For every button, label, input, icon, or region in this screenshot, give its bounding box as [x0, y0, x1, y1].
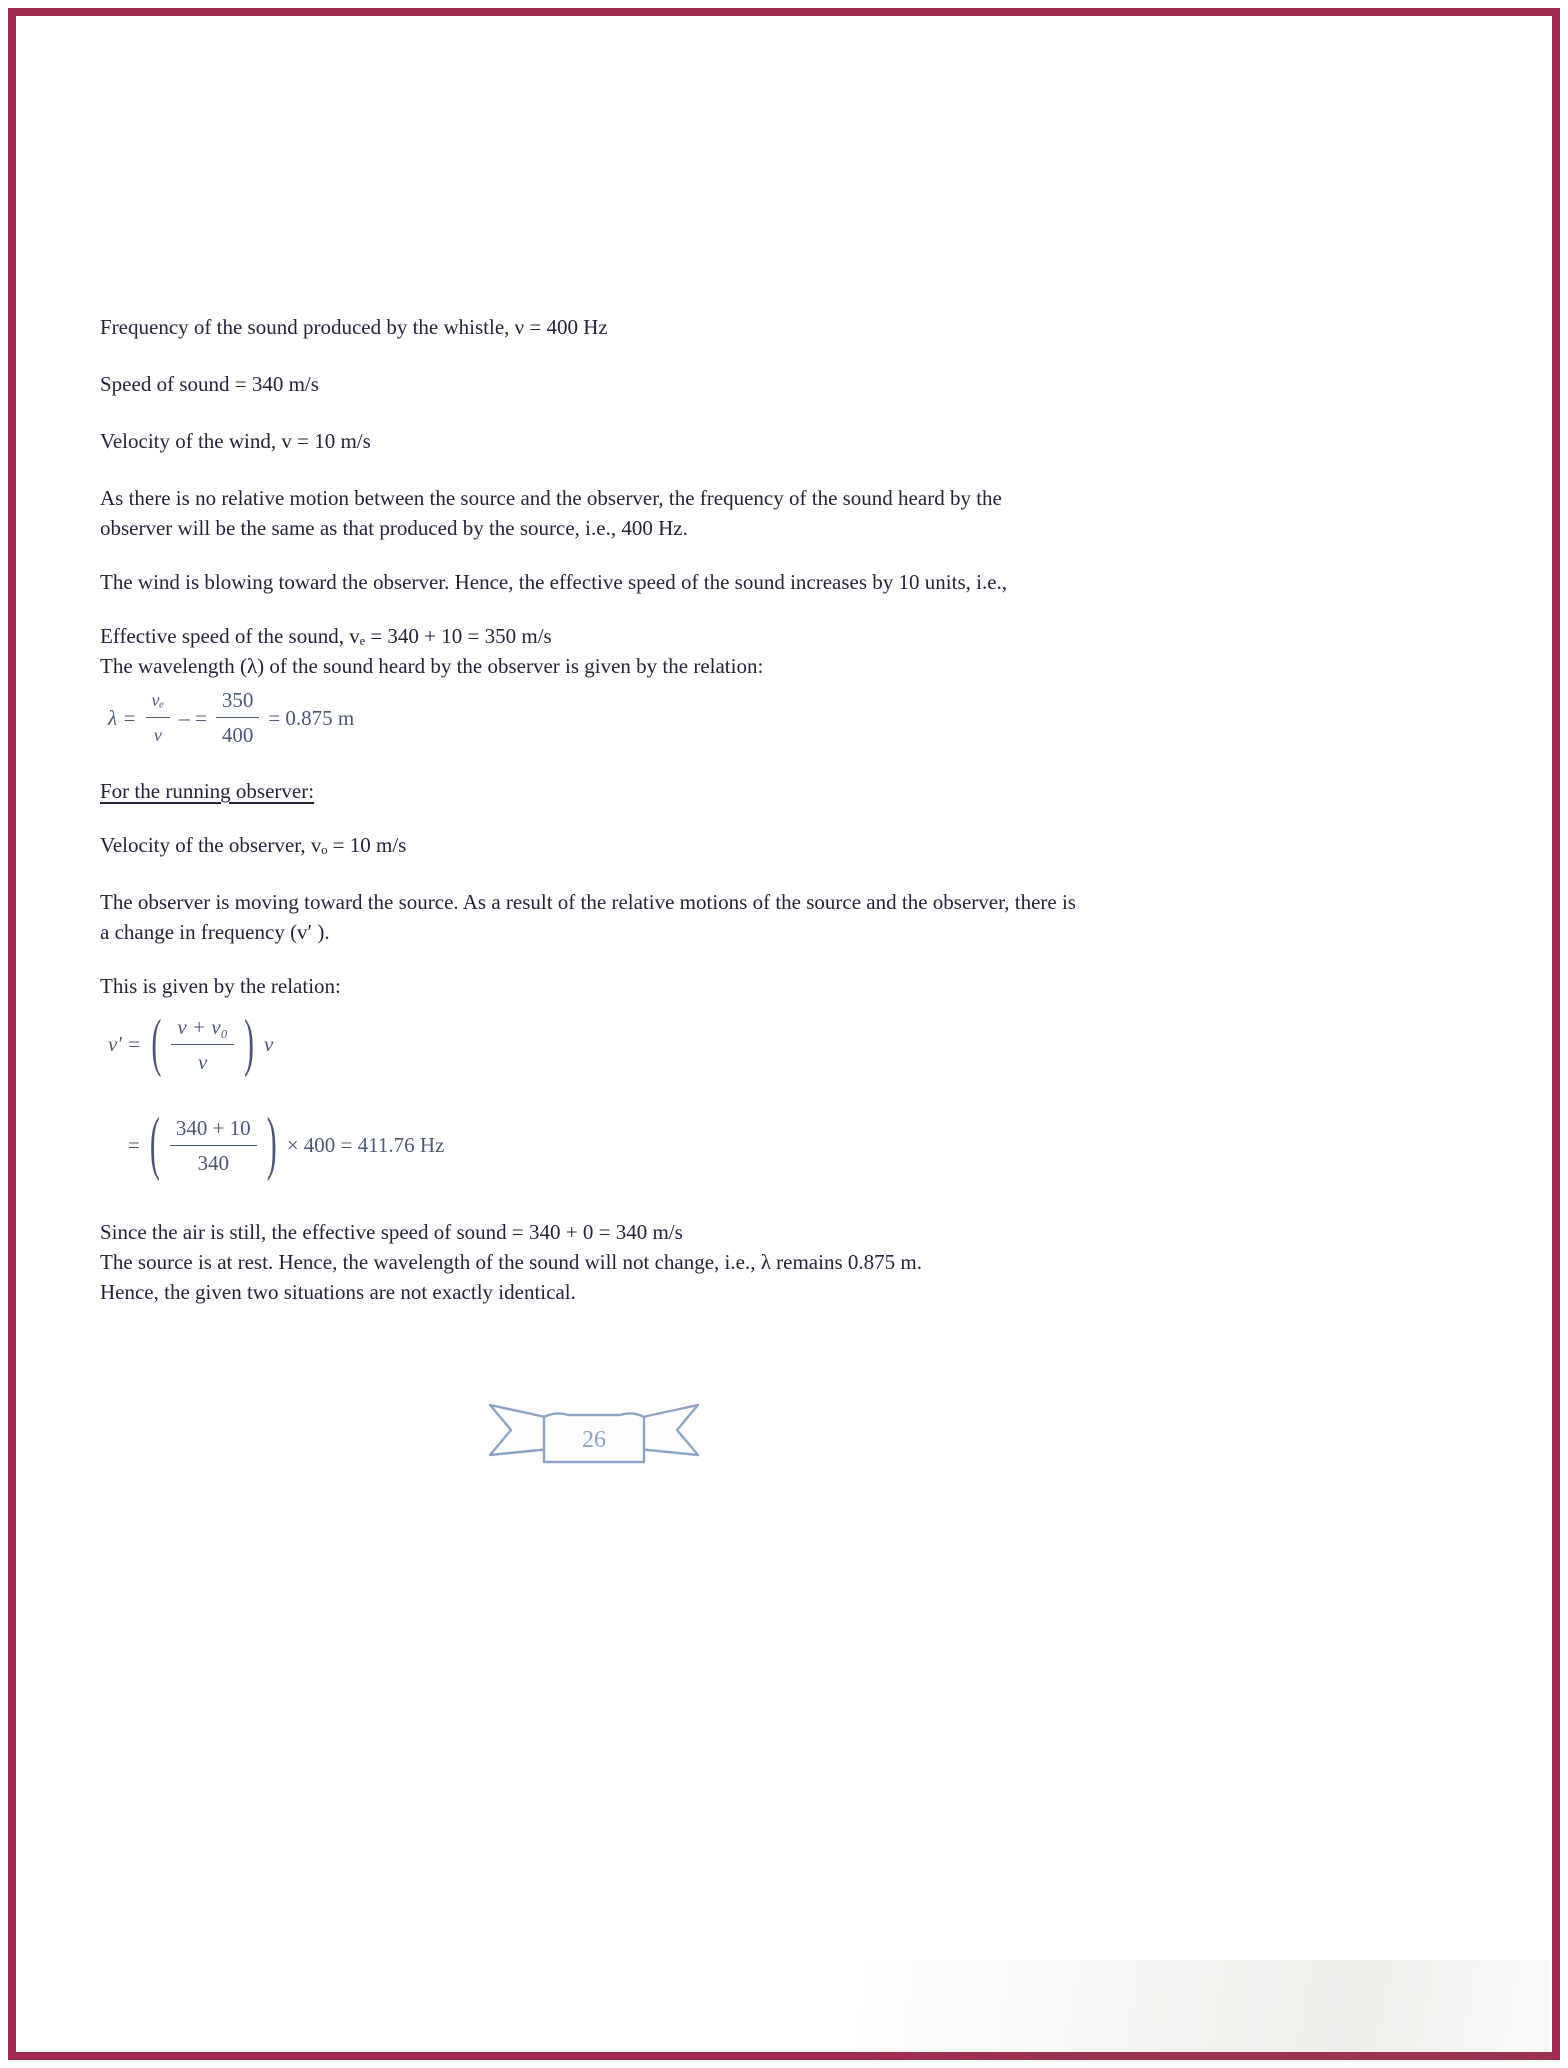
line-not-identical: Hence, the given two situations are not exactly identical. — [100, 1280, 576, 1304]
close-paren: ) — [243, 1007, 254, 1079]
paragraph-speed-of-sound: Speed of sound = 340 m/s — [100, 372, 319, 396]
fraction-350-over-400 — [216, 685, 260, 750]
fraction-numerator: vₑ — [146, 685, 171, 718]
paragraph-relation-intro: This is given by the relation: — [100, 974, 341, 998]
formula-vprime — [108, 1009, 1078, 1079]
fraction-denominator: 400 — [221, 723, 254, 747]
fraction-numerator: 340 + 10 — [170, 1113, 257, 1146]
fraction-ve-over-v — [146, 685, 171, 750]
scan-artifact — [560, 1960, 1550, 2060]
paragraph-frequency: Frequency of the sound produced by the whistle, ν = 400 Hz — [100, 315, 608, 339]
open-paren: ( — [151, 1007, 162, 1079]
close-paren: ) — [266, 1105, 277, 1183]
paragraph-observer-velocity: Velocity of the observer, vₒ = 10 m/s — [100, 833, 407, 857]
line-still-air: Since the air is still, the effective speed of sound = 340 + 0 = 340 m/s — [100, 1220, 683, 1244]
fraction-numerator: 350 — [216, 685, 260, 718]
formula-lambda-lhs: λ = — [108, 705, 137, 730]
formula-vprime-multiplier: v — [263, 1032, 274, 1056]
line-wavelength-relation: The wavelength (λ) of the sound heard by the observer is given by the relation: — [100, 654, 764, 678]
formula-result — [128, 1107, 1078, 1183]
fraction-340plus10-over-340 — [170, 1113, 257, 1178]
paragraph-wind-blowing: The wind is blowing toward the observer. Hence, the effective speed of the sound increases by 10 units, i.e., — [100, 570, 1008, 594]
fraction-v-plus-v0-over-v — [171, 1012, 234, 1077]
formula-result-rhs: × 400 = 411.76 Hz — [286, 1133, 445, 1157]
fraction-denominator: v — [153, 725, 162, 745]
section-heading-running-observer: For the running observer: — [100, 779, 315, 803]
page-number: 26 — [582, 1427, 606, 1453]
paragraph-no-relative-motion: As there is no relative motion between the source and the observer, the frequency of the sound heard by the observer will be the same as that produced by the source, i.e., 400 Hz. — [100, 486, 1002, 540]
paragraph-conclusion-group — [100, 1217, 1078, 1307]
fraction-denominator: v — [197, 1049, 208, 1074]
paragraph-wind-velocity: Velocity of the wind, v = 10 m/s — [100, 429, 371, 453]
paragraph-effective-speed-group — [100, 621, 1078, 681]
formula-lambda-mid: – = — [179, 705, 207, 730]
ribbon-graphic — [486, 1402, 702, 1468]
formula-result-lhs: = — [128, 1133, 140, 1157]
open-paren: ( — [149, 1105, 160, 1183]
formula-vprime-lhs: v′ = — [108, 1032, 142, 1056]
ribbon-left-wing — [490, 1405, 550, 1455]
line-source-at-rest: The source is at rest. Hence, the wavelength of the sound will not change, i.e., λ remains 0.875 m. — [100, 1250, 922, 1274]
page-number-ribbon — [486, 1402, 702, 1468]
formula-wavelength — [108, 685, 1078, 750]
paragraph-observer-moving: The observer is moving toward the source. As a result of the relative motions of the source and the observer, there is a change in frequency (v′ ). — [100, 890, 1076, 944]
formula-lambda-result: = 0.875 m — [268, 705, 355, 730]
fraction-numerator: v + v₀ — [171, 1012, 234, 1045]
content-column — [100, 312, 1078, 1307]
fraction-denominator: 340 — [197, 1150, 230, 1175]
ribbon-right-wing — [638, 1405, 698, 1455]
line-effective-speed: Effective speed of the sound, vₑ = 340 + 10 = 350 m/s — [100, 624, 552, 648]
